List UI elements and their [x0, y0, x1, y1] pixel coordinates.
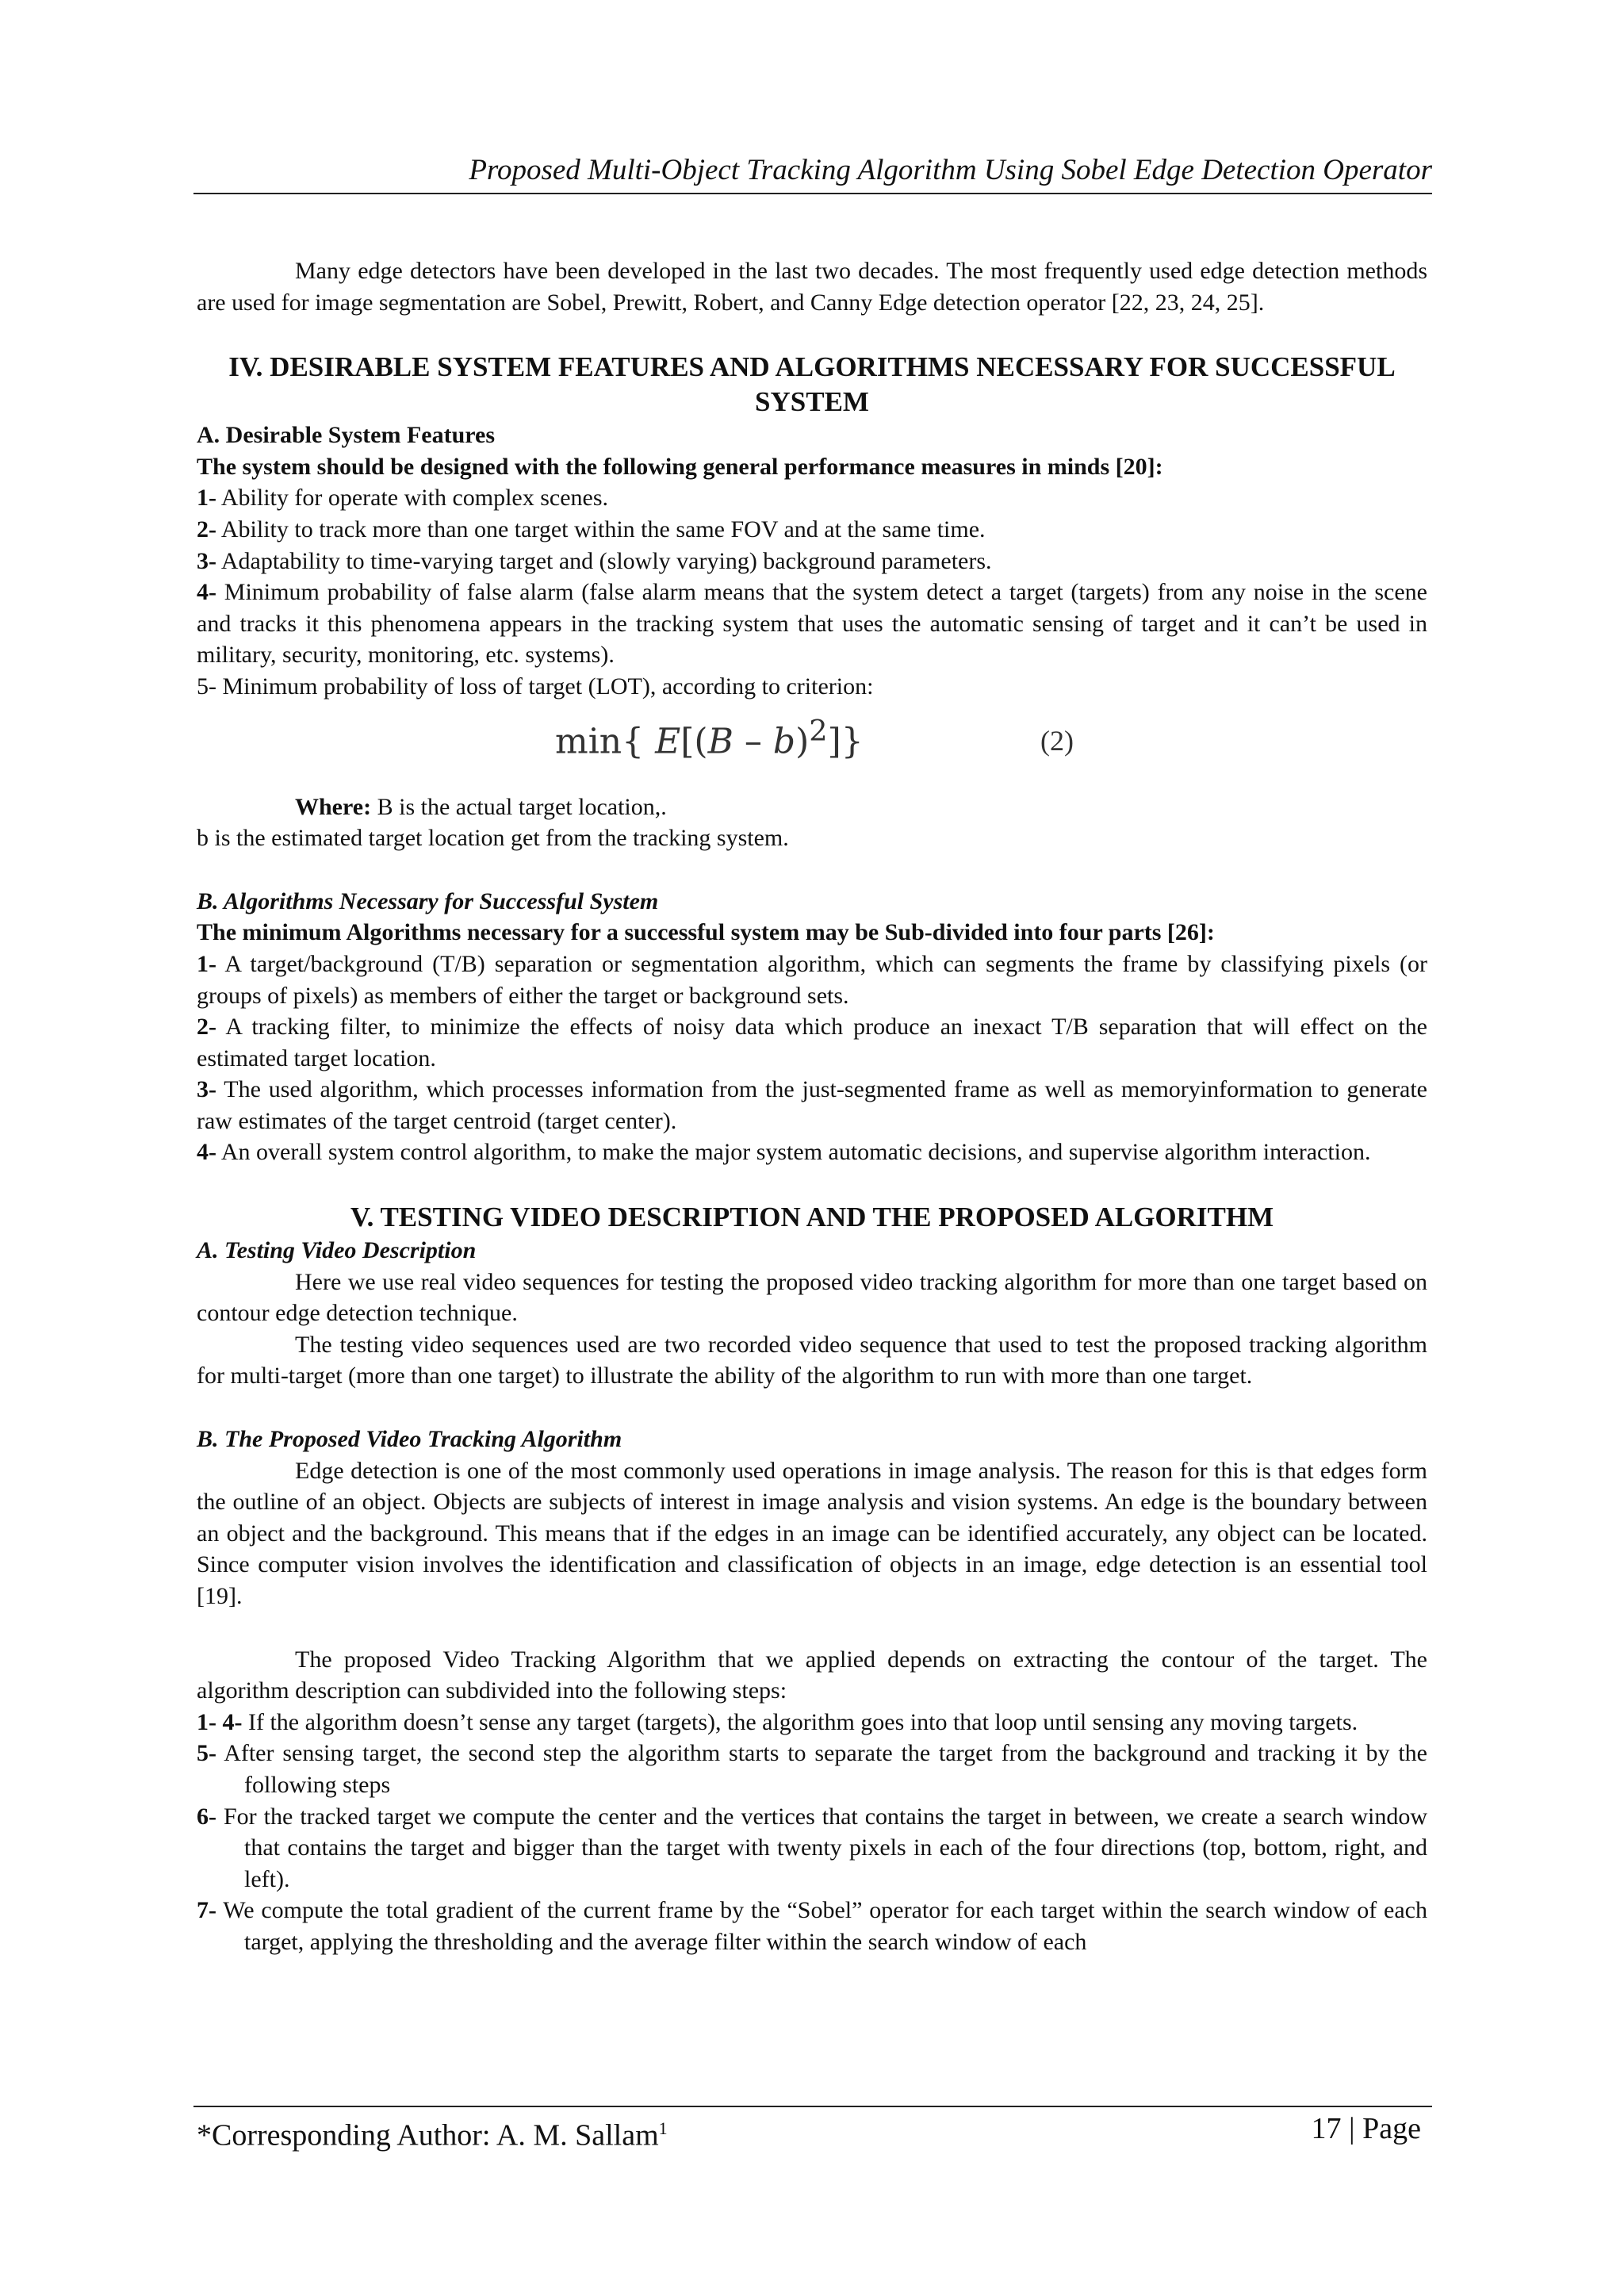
- eq-minus: –: [733, 721, 773, 762]
- eq-prefix: min{: [555, 721, 656, 762]
- step-item: [197, 1801, 1427, 1895]
- algorithm-item-number: 3-: [197, 1076, 216, 1103]
- step-item-text: We compute the total gradient of the current frame by the “Sobel” operator for each target within the search window of each target, applying the thresholding and the average filter within the search window of each: [223, 1897, 1427, 1955]
- eq-suffix: ]}: [827, 721, 864, 762]
- section-4a-heading: A. Desirable System Features: [197, 422, 496, 449]
- page-body: [197, 255, 1427, 1958]
- footer-rule: [193, 2106, 1432, 2107]
- corresponding-author-label: *Corresponding Author: A. M. Sallam: [197, 2118, 659, 2152]
- step-item-number: 6-: [197, 1803, 216, 1830]
- eq-var-B: B: [707, 721, 733, 762]
- algorithm-item-text: A target/background (T/B) separation or segmentation algorithm, which can segments the frame by classifying pixels (or groups of pixels) as members of either the target or background sets.: [197, 950, 1427, 1009]
- section-5-title: V. TESTING VIDEO DESCRIPTION AND THE PROPOSED ALGORITHM: [350, 1202, 1274, 1233]
- where-label: Where:: [295, 793, 372, 820]
- feature-item-text: Minimum probability of false alarm (false alarm means that the system detect a target (targets) from any noise in the scene and tracks it this phenomena appears in the tracking system that uses the automatic sensing of target and it can’t be used in military, security, monitoring, etc. systems).: [197, 579, 1428, 669]
- equation-expression: [555, 707, 864, 766]
- feature-item-5: 5- Minimum probability of loss of target (LOT), according to criterion:: [197, 673, 874, 700]
- corresponding-author: [197, 2110, 668, 2155]
- feature-item-number: 2-: [197, 516, 216, 542]
- step-item-text: If the algorithm doesn’t sense any target (targets), the algorithm goes into that loop until sensing any moving targets.: [247, 1708, 1358, 1735]
- algorithm-item-number: 1-: [197, 950, 216, 977]
- step-item-text: For the tracked target we compute the center and the vertices that contains the target in between, we create a search window that contains the target and bigger than the target with twenty pixels in each of the four directions (top, bottom, right, and left).: [224, 1803, 1427, 1892]
- algorithm-item-number: 2-: [197, 1014, 216, 1041]
- algorithm-item-text: An overall system control algorithm, to make the major system automatic decisions, and supervise algorithm interaction.: [220, 1139, 1371, 1166]
- section-4-title: IV. DESIRABLE SYSTEM FEATURES AND ALGORITHMS NECESSARY FOR SUCCESSFUL SYSTEM: [228, 351, 1396, 418]
- algorithm-item: [197, 1074, 1427, 1137]
- page-number: 17 | Page: [1311, 2112, 1421, 2145]
- feature-item-number: 4-: [197, 579, 216, 606]
- step-item-number: 5-: [197, 1740, 216, 1767]
- section-4b-lead: The minimum Algorithms necessary for a successful system may be Sub-divided into four parts [26]:: [197, 919, 1215, 946]
- section-5a-heading: A. Testing Video Description: [197, 1237, 477, 1264]
- feature-item-text: Adaptability to time-varying target and (slowly varying) background parameters.: [220, 547, 992, 574]
- intro-paragraph: Many edge detectors have been developed in the last two decades. The most frequently used edge detection methods are used for image segmentation are Sobel, Prewitt, Robert, and Canny Edge detection operator [22, 23, 24, 25].: [197, 258, 1427, 316]
- step-item-number: 1- 4-: [197, 1708, 243, 1735]
- step-item-text: After sensing target, the second step the algorithm starts to separate the target from the background and tracking it by the following steps: [224, 1740, 1427, 1798]
- feature-item: [197, 482, 1427, 514]
- feature-item-number: 1-: [197, 485, 216, 512]
- section-5b-heading: B. The Proposed Video Tracking Algorithm: [197, 1426, 622, 1453]
- step-item-number: 7-: [197, 1897, 216, 1924]
- feature-item: [197, 514, 1427, 546]
- algorithm-item-text: The used algorithm, which processes information from the just-segmented frame as well as memoryinformation to generate raw estimates of the target centroid (target center).: [197, 1076, 1427, 1134]
- section-4b-heading: B. Algorithms Necessary for Successful System: [197, 887, 659, 914]
- algorithm-item: [197, 949, 1427, 1011]
- header-rule: [193, 193, 1432, 194]
- step-item: [197, 1895, 1427, 1957]
- feature-item-number: 3-: [197, 547, 216, 574]
- eq-var-b: b: [772, 721, 796, 762]
- section-5b-paragraph: Edge detection is one of the most commonly used operations in image analysis. The reason for this is that edges form the outline of an object. Objects are subjects of interest in image analysis and vision systems. An edge is the boundary between an object and the background. This means that if the edges in an image can be identified accurately, any object can be located. Since computer vision involves the identification and classification of objects in an image, edge detection is an essential tool [19].: [197, 1457, 1427, 1609]
- section-5a-paragraph: Here we use real video sequences for testing the proposed video tracking algorithm for more than one target based on contour edge detection technique.: [197, 1268, 1427, 1327]
- where-text: B is the actual target location,.: [371, 793, 667, 820]
- feature-item: [197, 546, 1427, 577]
- eq-close: ): [795, 721, 810, 762]
- section-5a-paragraph: The testing video sequences used are two recorded video sequence that used to test the proposed tracking algorithm for multi-target (more than one target) to illustrate the ability of the algorithm to run with more than one target.: [197, 1331, 1427, 1389]
- algorithm-item: [197, 1011, 1427, 1074]
- algorithm-item-number: 4-: [197, 1139, 216, 1166]
- step-item: [197, 1707, 1427, 1738]
- algorithm-item: [197, 1137, 1427, 1168]
- step-item: [197, 1738, 1427, 1800]
- feature-item-text: Ability to track more than one target within the same FOV and at the same time.: [220, 516, 986, 542]
- running-header: Proposed Multi-Object Tracking Algorithm Using Sobel Edge Detection Operator: [469, 154, 1432, 186]
- where-line-2: b is the estimated target location get from the tracking system.: [197, 825, 789, 852]
- section-4a-lead: The system should be designed with the following general performance measures in minds [20]:: [197, 453, 1163, 480]
- algorithm-item-text: A tracking filter, to minimize the effects of noisy data which produce an inexact T/B separation that will effect on the estimated target location.: [197, 1014, 1427, 1071]
- author-affiliation-mark: 1: [658, 2118, 668, 2138]
- eq-expectation: E: [655, 721, 681, 762]
- feature-item-text: Ability for operate with complex scenes.: [220, 485, 609, 512]
- eq-exponent: 2: [809, 713, 828, 748]
- feature-item: [197, 577, 1427, 671]
- equation-number: (2): [1040, 724, 1074, 757]
- where-line: [197, 792, 1427, 823]
- eq-open: [(: [680, 721, 708, 762]
- section-5b-paragraph: The proposed Video Tracking Algorithm that we applied depends on extracting the contour of the target. The algorithm description can subdivided into the following steps:: [197, 1646, 1427, 1704]
- equation-2: [197, 703, 1427, 779]
